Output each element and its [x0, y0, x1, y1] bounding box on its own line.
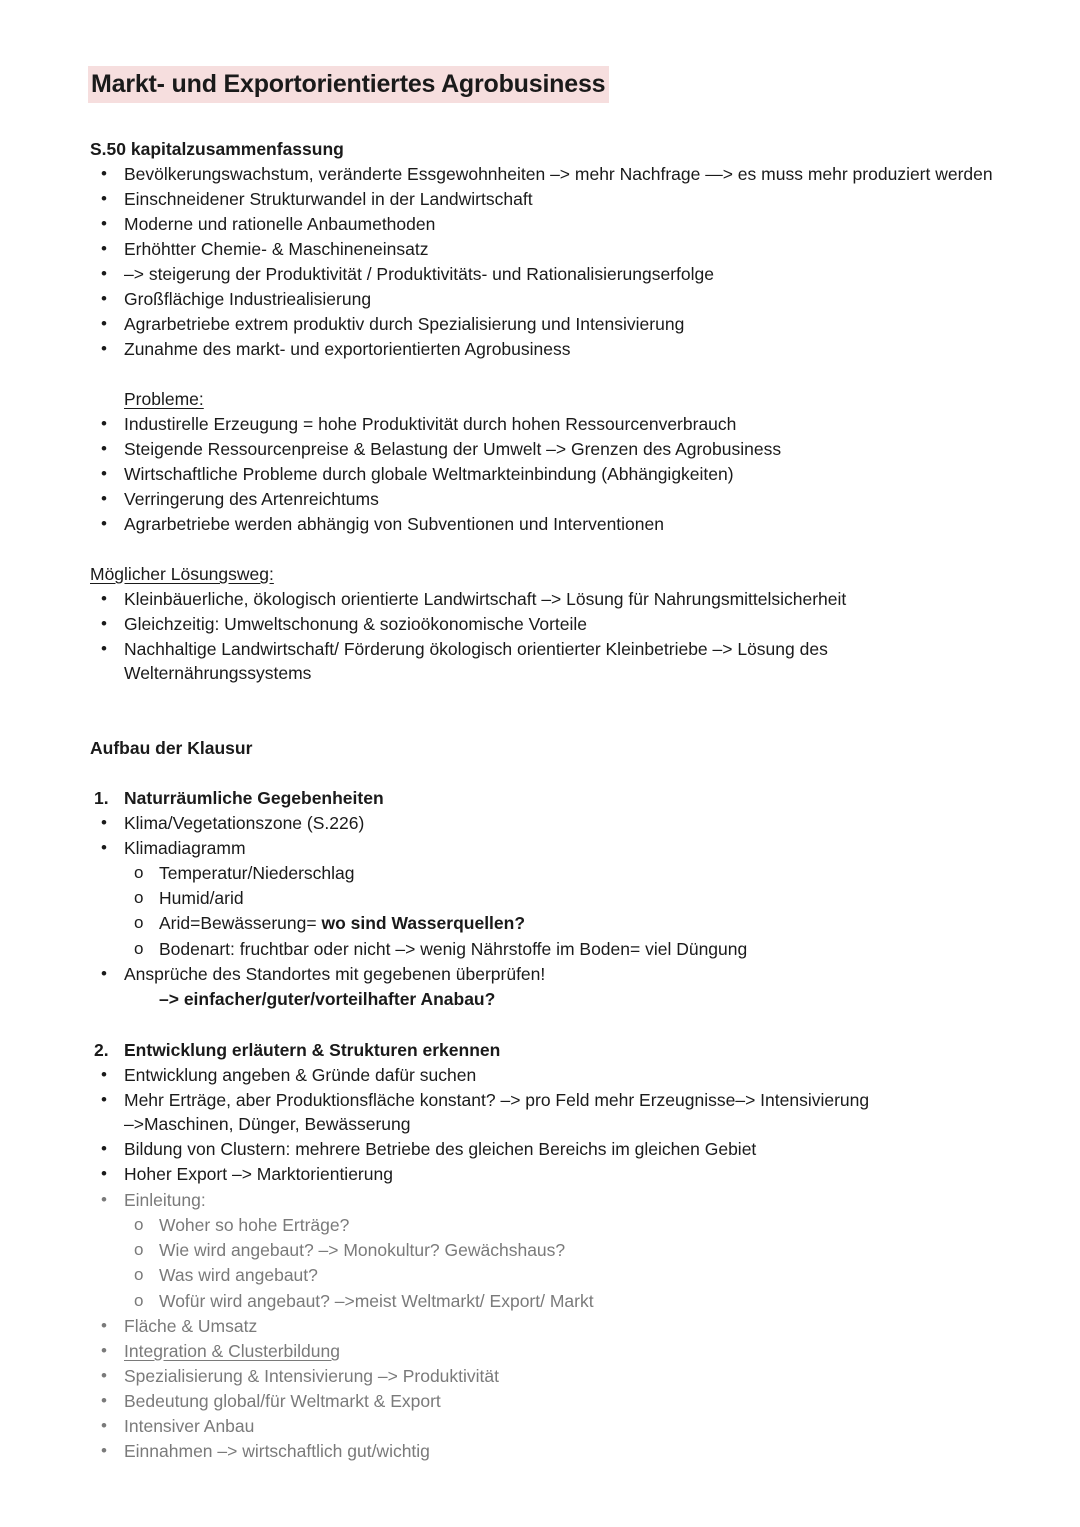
section1-subitem [159, 912, 525, 934]
page-title: Markt- und Exportorientiertes Agrobusiness [88, 66, 609, 103]
section2-subitem: Was wird angebaut? [159, 1265, 318, 1285]
solution-item: Nachhaltige Landwirtschaft/ Förderung ökologisch orientierter Kleinbetriebe –> Lösung des [124, 639, 828, 659]
circle-bullet-icon: o [134, 1240, 144, 1259]
section1-item: Klima/Vegetationszone (S.226) [124, 813, 365, 833]
subitem-text: Arid=Bewässerung= [159, 913, 322, 933]
summary-item: Zunahme des markt- und exportorientierten Agrobusiness [124, 339, 571, 359]
section2-item: Integration & Clusterbildung [124, 1341, 340, 1361]
summary-item: Erhöhtter Chemie- & Maschineneinsatz [124, 239, 429, 259]
summary-heading: S.50 kapitalzusammenfassung [90, 139, 344, 159]
section2-item: Bildung von Clustern: mehrere Betriebe des gleichen Bereichs im gleichen Gebiet [124, 1139, 757, 1159]
bullet-icon: • [101, 164, 107, 183]
circle-bullet-icon: o [134, 1291, 144, 1310]
section2-item: Entwicklung angeben & Gründe dafür suchen [124, 1065, 477, 1085]
bullet-icon: • [101, 813, 107, 832]
section2-item: Intensiver Anbau [124, 1416, 255, 1436]
bullet-icon: • [101, 414, 107, 433]
bullet-icon: • [101, 239, 107, 258]
circle-bullet-icon: o [134, 913, 144, 932]
section2-item: Mehr Erträge, aber Produktionsfläche konstant? –> pro Feld mehr Erzeugnisse–> Intensivierung [124, 1090, 870, 1110]
section2-item: Hoher Export –> Marktorientierung [124, 1164, 393, 1184]
exam-heading: Aufbau der Klausur [90, 738, 253, 758]
problem-item: Wirtschaftliche Probleme durch globale Weltmarkteinbindung (Abhängigkeiten) [124, 464, 734, 484]
bullet-icon: • [101, 214, 107, 233]
circle-bullet-icon: o [134, 863, 144, 882]
bullet-icon: • [101, 589, 107, 608]
section2-item: Einnahmen –> wirtschaftlich gut/wichtig [124, 1441, 430, 1461]
section1-subitem: Humid/arid [159, 888, 244, 908]
bullet-icon: • [101, 1065, 107, 1084]
solution-heading: Möglicher Lösungsweg: [90, 564, 274, 584]
bullet-icon: • [101, 289, 107, 308]
bullet-icon: • [101, 314, 107, 333]
section2-item-continuation: –>Maschinen, Dünger, Bewässerung [124, 1114, 411, 1134]
summary-item: Einschneidener Strukturwandel in der Landwirtschaft [124, 189, 533, 209]
bullet-icon: • [101, 464, 107, 483]
section2-subitem: Woher so hohe Erträge? [159, 1215, 350, 1235]
circle-bullet-icon: o [134, 888, 144, 907]
problem-item: Verringerung des Artenreichtums [124, 489, 379, 509]
bullet-icon: • [101, 1164, 107, 1183]
summary-item: Agrarbetriebe extrem produktiv durch Spezialisierung und Intensivierung [124, 314, 685, 334]
problem-item: Agrarbetriebe werden abhängig von Subventionen und Interventionen [124, 514, 664, 534]
problem-item: Industirelle Erzeugung = hohe Produktivität durch hohen Ressourcenverbrauch [124, 414, 737, 434]
summary-item: –> steigerung der Produktivität / Produktivitäts- und Rationalisierungserfolge [124, 264, 714, 284]
summary-item: Moderne und rationelle Anbaumethoden [124, 214, 436, 234]
section1-item-continuation: –> einfacher/guter/vorteilhafter Anabau? [159, 989, 496, 1009]
bullet-icon: • [101, 1341, 107, 1360]
section-number: 2. [94, 1040, 109, 1060]
bullet-icon: • [101, 1139, 107, 1158]
section1-subitem: Temperatur/Niederschlag [159, 863, 355, 883]
bullet-icon: • [101, 1316, 107, 1335]
section2-subitem: Wie wird angebaut? –> Monokultur? Gewächshaus? [159, 1240, 566, 1260]
section-title: Entwicklung erläutern & Strukturen erkennen [124, 1040, 501, 1060]
bullet-icon: • [101, 1391, 107, 1410]
bullet-icon: • [101, 614, 107, 633]
solution-item: Gleichzeitig: Umweltschonung & sozioökonomische Vorteile [124, 614, 588, 634]
bullet-icon: • [101, 339, 107, 358]
section-number: 1. [94, 788, 109, 808]
bullet-icon: • [101, 1366, 107, 1385]
bullet-icon: • [101, 639, 107, 658]
subitem-bold-text: wo sind Wasserquellen? [321, 913, 526, 933]
solution-item: Kleinbäuerliche, ökologisch orientierte Landwirtschaft –> Lösung für Nahrungsmittelsicherheit [124, 589, 847, 609]
bullet-icon: • [101, 1090, 107, 1109]
bullet-icon: • [101, 1416, 107, 1435]
section2-item: Spezialisierung & Intensivierung –> Produktivität [124, 1366, 500, 1386]
bullet-icon: • [101, 514, 107, 533]
bullet-icon: • [101, 1441, 107, 1460]
circle-bullet-icon: o [134, 1265, 144, 1284]
bullet-icon: • [101, 838, 107, 857]
bullet-icon: • [101, 439, 107, 458]
problems-heading: Probleme: [124, 389, 204, 409]
solution-item-continuation: Welternährungssystems [124, 663, 312, 683]
section-title: Naturräumliche Gegebenheiten [124, 788, 384, 808]
circle-bullet-icon: o [134, 1215, 144, 1234]
section2-item: Fläche & Umsatz [124, 1316, 258, 1336]
problem-item: Steigende Ressourcenpreise & Belastung der Umwelt –> Grenzen des Agrobusiness [124, 439, 782, 459]
summary-item: Bevölkerungswachstum, veränderte Essgewohnheiten –> mehr Nachfrage —> es muss mehr produziert werden [124, 164, 993, 184]
circle-bullet-icon: o [134, 939, 144, 958]
bullet-icon: • [101, 489, 107, 508]
section2-subitem: Wofür wird angebaut? –>meist Weltmarkt/ Export/ Markt [159, 1291, 594, 1311]
section2-item: Bedeutung global/für Weltmarkt & Export [124, 1391, 441, 1411]
bullet-icon: • [101, 189, 107, 208]
summary-item: Großflächige Industriealisierung [124, 289, 372, 309]
section1-item: Klimadiagramm [124, 838, 246, 858]
bullet-icon: • [101, 1190, 107, 1209]
section2-item: Einleitung: [124, 1190, 206, 1210]
bullet-icon: • [101, 264, 107, 283]
section1-subitem: Bodenart: fruchtbar oder nicht –> wenig Nährstoffe im Boden= viel Düngung [159, 939, 748, 959]
bullet-icon: • [101, 964, 107, 983]
section1-item: Ansprüche des Standortes mit gegebenen überprüfen! [124, 964, 546, 984]
